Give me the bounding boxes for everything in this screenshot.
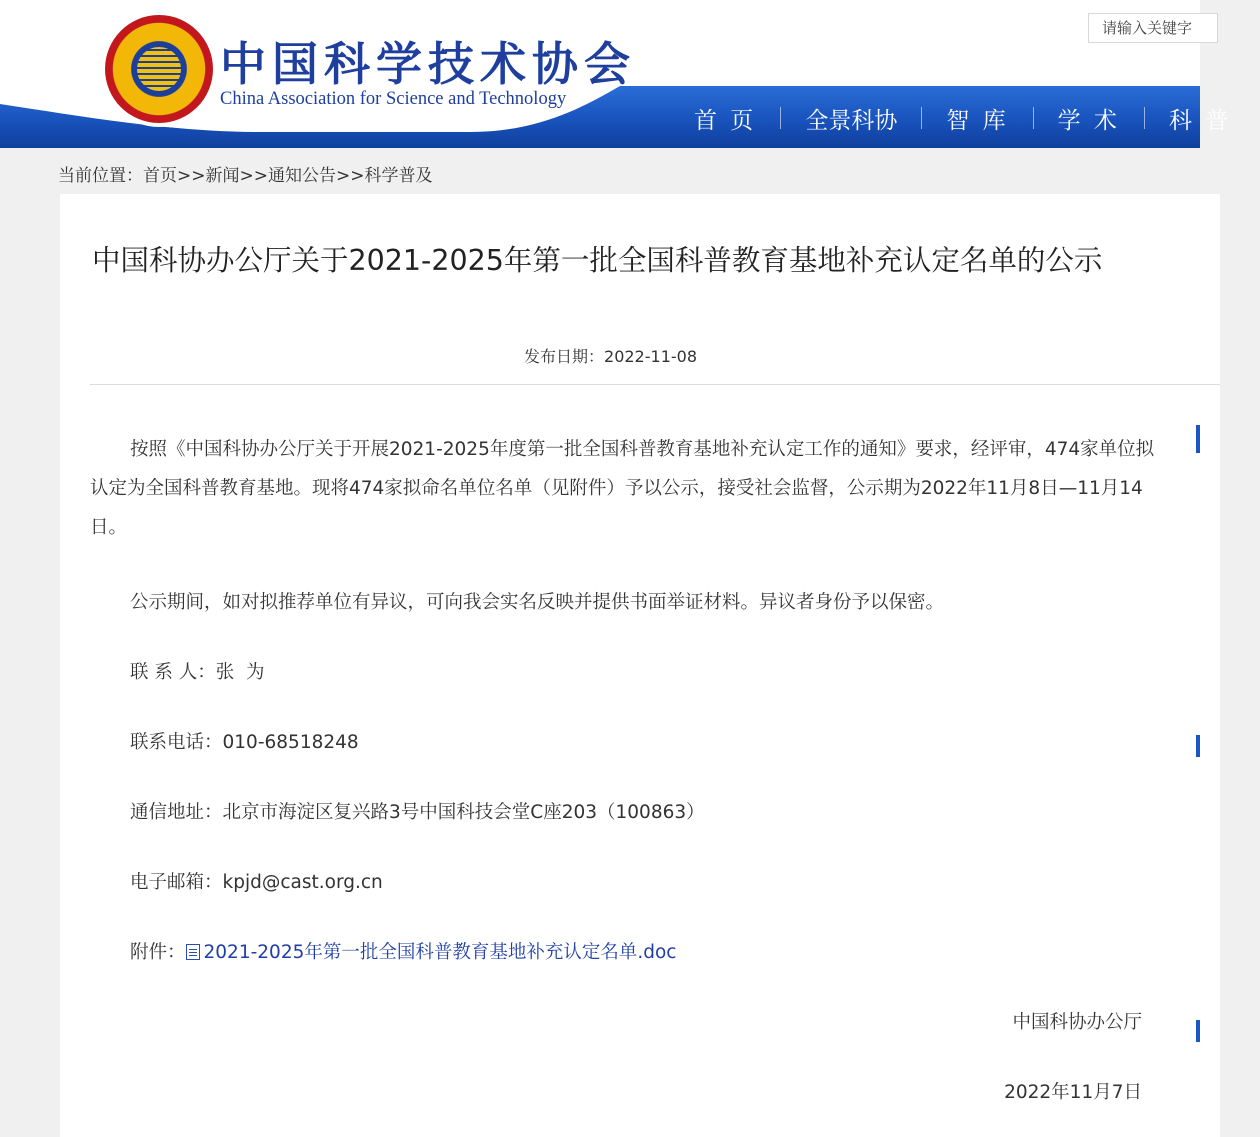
breadcrumb: [58, 161, 433, 186]
contact-value: 张 为: [215, 662, 265, 683]
nav-home[interactable]: 首 页: [694, 107, 757, 134]
breadcrumb-home[interactable]: 首页: [143, 166, 177, 186]
search-input[interactable]: 请输入关键字: [1088, 13, 1218, 43]
attachment-line: [130, 938, 676, 964]
email-line: [130, 868, 383, 894]
address-label: 通信地址：: [130, 802, 223, 823]
sidebar-edge-marker: [1196, 425, 1200, 453]
logo-title-en[interactable]: China Association for Science and Technology: [220, 89, 567, 109]
signature-org: 中国科协办公厅: [1012, 1012, 1142, 1033]
pubdate-label: 发布日期：: [524, 347, 605, 366]
attachment-label: 附件：: [130, 942, 186, 963]
article-container: [60, 194, 1220, 1137]
phone-value: 010-68518248: [222, 732, 359, 753]
doc-file-icon: [186, 944, 200, 960]
breadcrumb-science[interactable]: 科学普及: [364, 166, 433, 186]
nav-think-tank[interactable]: 智 库: [946, 107, 1009, 134]
contact-line: [130, 658, 265, 684]
breadcrumb-news[interactable]: 新闻: [205, 166, 240, 186]
pubdate-value: 2022-11-08: [604, 347, 697, 366]
attachment-link[interactable]: 2021-2025年第一批全国科普教育基地补充认定名单.doc: [203, 942, 677, 963]
nav-science-pop[interactable]: 科 普: [1168, 107, 1232, 134]
breadcrumb-sep: >>: [336, 166, 365, 186]
breadcrumb-prefix: 当前位置：: [58, 166, 143, 186]
breadcrumb-sep: >>: [177, 166, 206, 186]
contact-label: 联 系 人：: [130, 662, 216, 683]
phone-line: [130, 728, 359, 754]
sidebar-edge-marker: [1196, 1020, 1200, 1042]
main-nav: [670, 96, 1255, 140]
nav-panorama[interactable]: 全景科协: [805, 107, 898, 134]
email-label: 电子邮箱：: [130, 872, 223, 893]
cast-logo-icon[interactable]: [105, 15, 213, 123]
title-divider: [90, 384, 1220, 385]
email-value: kpjd@cast.org.cn: [222, 872, 383, 893]
breadcrumb-sep: >>: [239, 166, 268, 186]
nav-academic[interactable]: 学 术: [1057, 107, 1120, 134]
article-title: 中国科协办公厅关于2021-2025年第一批全国科普教育基地补充认定名单的公示: [92, 244, 1103, 277]
signature-date: 2022年11月7日: [1004, 1082, 1142, 1103]
address-line: [130, 798, 705, 824]
article-paragraph-2: 公示期间，如对拟推荐单位有异议，可向我会实名反映并提供书面举证材料。异议者身份予以保密。: [130, 592, 945, 613]
article-paragraph-1: 按照《中国科协办公厅关于开展2021-2025年度第一批全国科普教育基地补充认定工作的通知》要求，经评审，474家单位拟认定为全国科普教育基地。现将474家拟命名单位名单（见附件）予以公示，接受社会监督，公示期为2022年11月8日—11月14日。: [90, 439, 1155, 538]
address-value: 北京市海淀区复兴路3号中国科技会堂C座203（100863）: [222, 802, 705, 823]
site-header: [0, 0, 1232, 148]
logo-title-cn[interactable]: 中国科学技术协会: [220, 37, 636, 91]
sidebar-edge-marker: [1196, 735, 1200, 757]
breadcrumb-notices[interactable]: 通知公告: [268, 166, 336, 186]
phone-label: 联系电话：: [130, 732, 223, 753]
